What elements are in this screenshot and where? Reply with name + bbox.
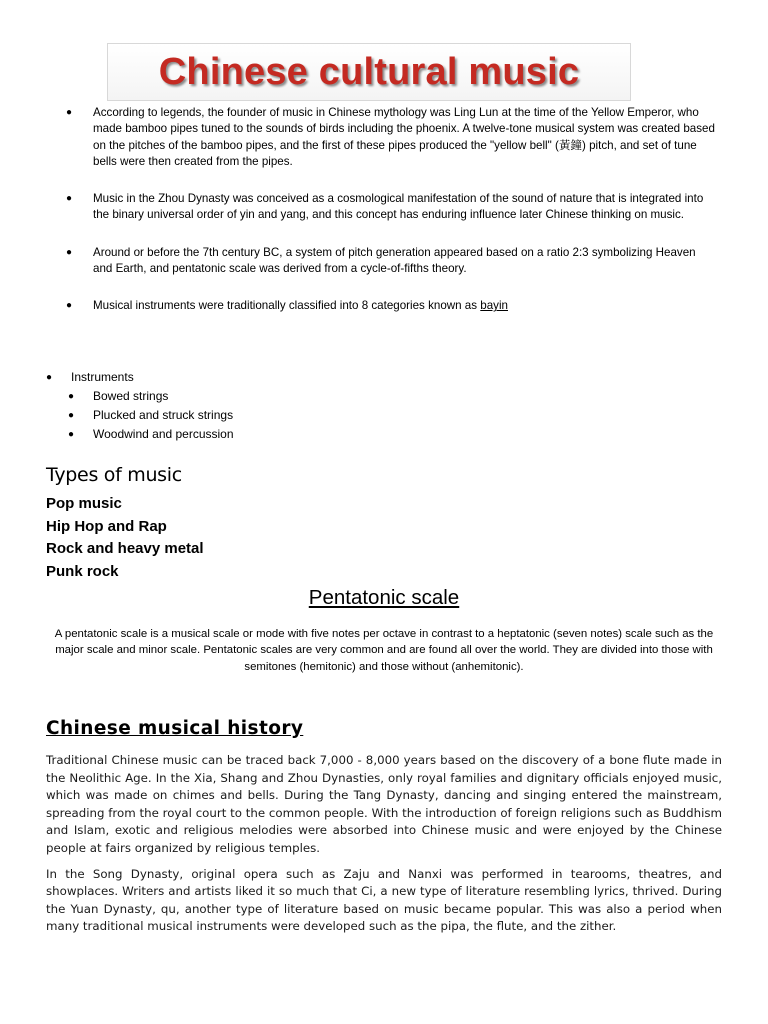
music-type-item: Pop music bbox=[46, 495, 122, 512]
title-banner bbox=[107, 43, 631, 101]
list-item bbox=[66, 105, 716, 170]
music-type-item: Rock and heavy metal bbox=[46, 540, 204, 558]
bullet-icon: ● bbox=[66, 300, 73, 312]
list-item bbox=[66, 245, 716, 278]
instrument-item: Plucked and struck strings bbox=[93, 408, 234, 422]
bullet-icon: ● bbox=[66, 246, 73, 258]
history-paragraph: Traditional Chinese music can be traced back 7,000 - 8,000 years based on the discovery of a bone flute made in the Neolithic Age. In the Xia, Shang and Zhou Dynasties, only royal families and dignitary officials enjoyed music, which was made on chimes and bells. During the Tang Dynasty, dancing and singing entered the mainstream, spreading from the royal court to the common people. With the introduction of foreign religions such as Buddhism and Islam, exotic and religious melodies were absorbed into Chinese music and were enjoyed by the Chinese people at fairs organized by religious temples. bbox=[46, 753, 722, 855]
history-body bbox=[46, 752, 722, 944]
history-paragraph: In the Song Dynasty, original opera such as Zaju and Nanxi was performed in tearooms, theatres, and showplaces. Writers and artists liked it so much that Ci, a new type of literature resembling lyrics, thrived. During the Yuan Dynasty, qu, another type of literature based on music became popular. This was also a period when many traditional musical instruments were developed such as the pipa, the flute, and the zither. bbox=[46, 866, 722, 934]
history-heading: Chinese musical history bbox=[46, 718, 304, 739]
list-item bbox=[46, 406, 234, 425]
bullet-text: Musical instruments were traditionally classified into 8 categories known as bbox=[93, 299, 481, 313]
instruments-list bbox=[46, 368, 234, 444]
instruments-heading: Instruments bbox=[71, 370, 134, 384]
bullet-icon: ● bbox=[68, 391, 75, 402]
pentatonic-heading: Pentatonic scale bbox=[308, 586, 460, 609]
bayin-link[interactable]: bayin bbox=[480, 299, 508, 313]
bullet-icon: ● bbox=[46, 372, 53, 383]
bullet-text: According to legends, the founder of music in Chinese mythology was Ling Lun at the time of the Yellow Emperor, who made bamboo pipes tuned to the sounds of birds including the phoenix. A twelve-tone musical system was created based on the pitches of the bamboo pipes, and the first of these pipes produced the "yellow bell" (黃鐘) pitch, and set of tune bells were then created from the pipes. bbox=[93, 106, 715, 168]
pentatonic-paragraph: A pentatonic scale is a musical scale or mode with five notes per octave in contrast to a heptatonic (seven notes) scale such as the major scale and minor scale. Pentatonic scales are very common and are found all over the world. They are divided into those with semitones (hemitonic) and those without (anhemitonic). bbox=[54, 628, 714, 673]
page-title: Chinese cultural music bbox=[158, 50, 580, 93]
list-item bbox=[46, 387, 234, 406]
bullet-icon: ● bbox=[66, 107, 73, 118]
bullet-icon: ● bbox=[68, 410, 75, 421]
bullet-icon: ● bbox=[66, 193, 73, 205]
intro-bullet-list bbox=[66, 105, 716, 315]
list-item bbox=[46, 425, 234, 444]
bullet-text: Music in the Zhou Dynasty was conceived as a cosmological manifestation of the sound of nature that is integrated into the binary universal order of yin and yang, and this concept has enduring influence later Chinese thinking on music. bbox=[93, 192, 704, 222]
bullet-text: Around or before the 7th century BC, a system of pitch generation appeared based on a ratio 2:3 symbolizing Heaven and Earth, and pentatonic scale was derived from a cycle-of-fifths theory. bbox=[93, 245, 696, 276]
types-of-music-list bbox=[46, 493, 204, 584]
list-item bbox=[46, 368, 234, 387]
instrument-item: Woodwind and percussion bbox=[93, 427, 234, 441]
bullet-icon: ● bbox=[68, 429, 75, 440]
list-item bbox=[66, 191, 716, 224]
types-of-music-heading: Types of music bbox=[46, 464, 182, 486]
music-type-item: Punk rock bbox=[46, 563, 119, 581]
music-type-item: Hip Hop and Rap bbox=[46, 517, 167, 535]
instrument-item: Bowed strings bbox=[93, 389, 169, 403]
list-item bbox=[66, 298, 716, 314]
